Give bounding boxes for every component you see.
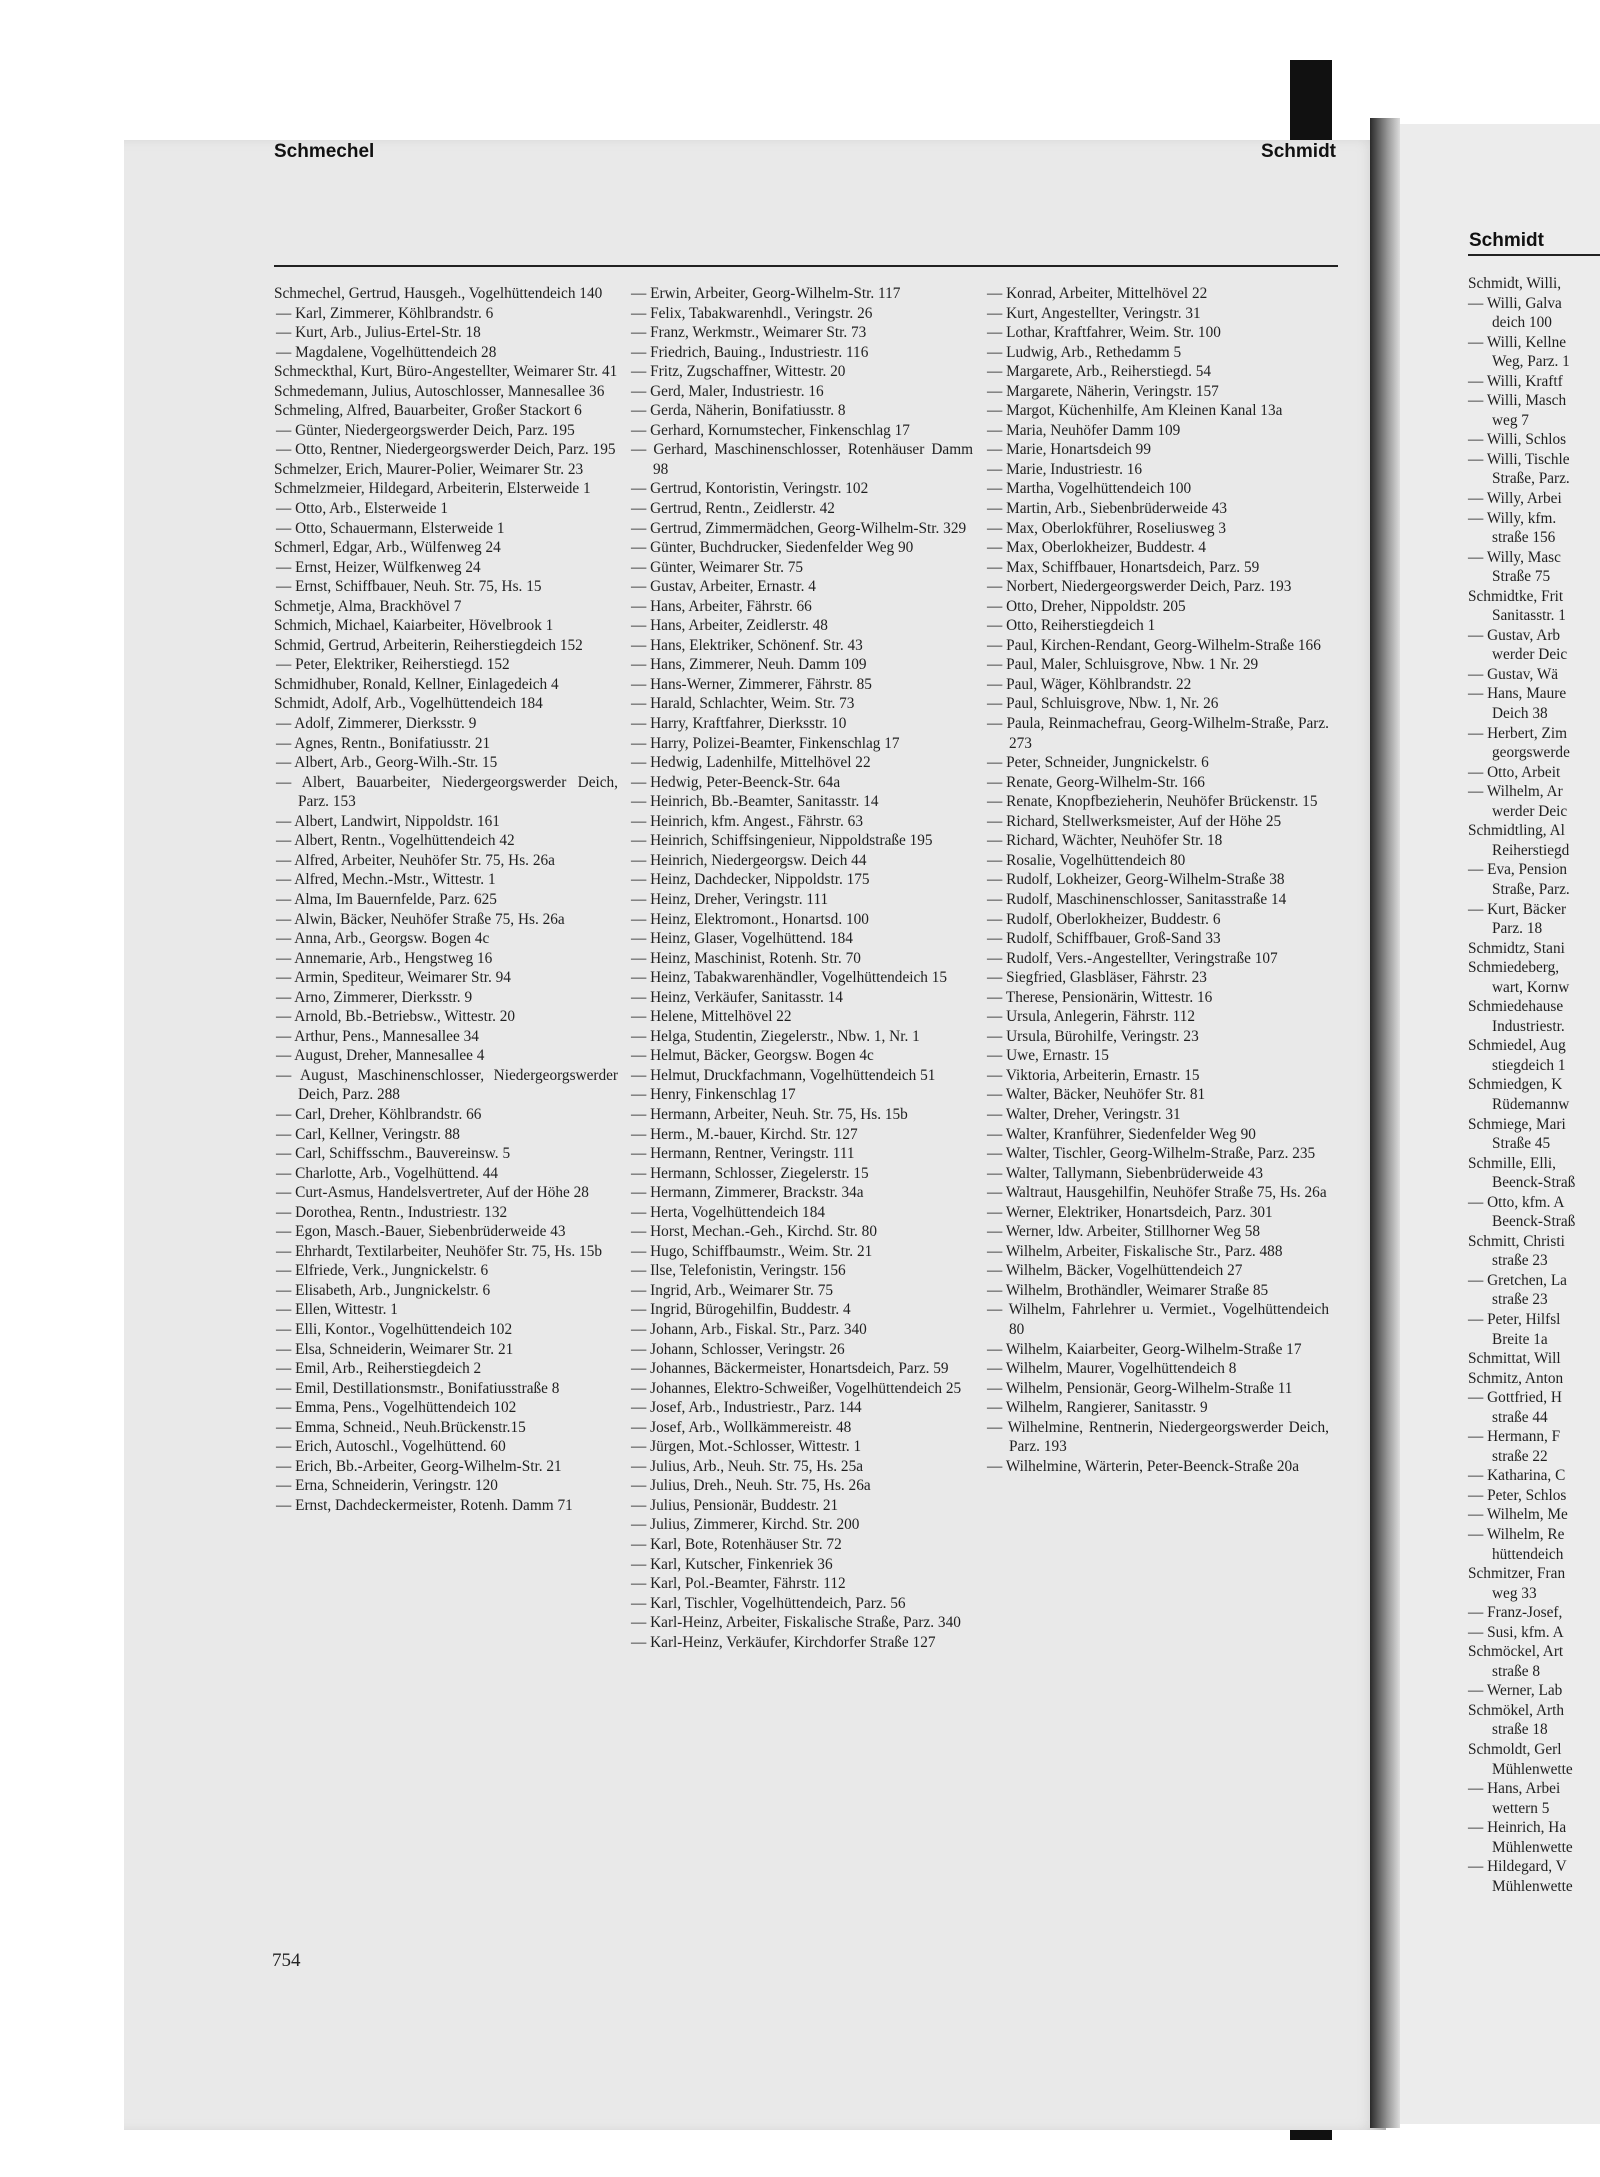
directory-entry-fragment: Schmökel, Arth (1468, 1701, 1565, 1719)
directory-entry: — Walter, Tallymann, Siebenbrüderweide 43 (987, 1164, 1264, 1182)
directory-entry: — Elfriede, Verk., Jungnickelstr. 6 (276, 1262, 489, 1280)
directory-entry: — Albert, Bauarbeiter, Niedergeorgswerder Deich, Parz. 153 (276, 773, 618, 811)
directory-entry: — August, Dreher, Mannesallee 4 (276, 1047, 485, 1065)
directory-entry: — Karl, Bote, Rotenhäuser Str. 72 (631, 1536, 842, 1553)
directory-entry-fragment: — Willi, Kraftf (1468, 372, 1563, 390)
directory-entry-fragment: werder Deic (1492, 802, 1568, 820)
directory-entry: — Albert, Landwirt, Nippoldstr. 161 (276, 812, 500, 830)
directory-entry: — Wilhelm, Fahrlehrer u. Vermiet., Vogelhüttendeich 80 (987, 1301, 1329, 1338)
directory-entry: — Marie, Industriestr. 16 (987, 460, 1143, 478)
directory-entry: — Harry, Polizei-Beamter, Finkenschlag 17 (631, 734, 900, 752)
directory-entry: — Gerd, Maler, Industriestr. 16 (631, 382, 824, 400)
directory-entry-fragment: Mühlenwette (1492, 1838, 1573, 1856)
directory-entry: — Heinrich, Niedergeorgsw. Deich 44 (631, 851, 867, 869)
directory-entry: — Horst, Mechan.-Geh., Kirchd. Str. 80 (631, 1223, 877, 1241)
directory-entry: — Paul, Schluisgrove, Nbw. 1, Nr. 26 (987, 695, 1219, 713)
directory-entry: — Peter, Elektriker, Reiherstiegd. 152 (276, 656, 510, 674)
directory-entry: — Otto, Arb., Elsterweide 1 (276, 500, 449, 518)
directory-entry: — Paul, Maler, Schluisgrove, Nbw. 1 Nr. 29 (987, 656, 1259, 674)
directory-entry-fragment: Schmitt, Christi (1468, 1232, 1565, 1250)
directory-entry: — Heinrich, Bb.-Beamter, Sanitasstr. 14 (631, 793, 879, 811)
directory-entry-fragment: Reiherstiegd (1492, 841, 1570, 859)
directory-entry: — Otto, Schauermann, Elsterweide 1 (276, 519, 505, 537)
directory-entry: — Siegfried, Glasbläser, Fährstr. 23 (987, 969, 1207, 987)
directory-entry-fragment: — Herbert, Zim (1468, 724, 1567, 742)
directory-entry: — Albert, Arb., Georg-Wilh.-Str. 15 (276, 754, 498, 772)
directory-entry: Schmeckthal, Kurt, Büro-Angestellter, Weimarer Str. 41 (274, 363, 618, 381)
directory-entry-fragment: straße 18 (1492, 1721, 1548, 1739)
directory-entry-fragment: — Gretchen, La (1468, 1271, 1567, 1289)
directory-entry: — Rudolf, Vers.-Angestellter, Veringstraße 107 (987, 949, 1278, 967)
directory-entry-fragment: — Heinrich, Ha (1468, 1819, 1567, 1837)
directory-entry: — Alfred, Arbeiter, Neuhöfer Str. 75, Hs. 26a (276, 851, 555, 869)
directory-entry: — Kurt, Arb., Julius-Ertel-Str. 18 (276, 324, 481, 342)
directory-entry: — Emil, Destillationsmstr., Bonifatiusstraße 8 (276, 1379, 560, 1397)
directory-entry: — Wilhelm, Rangierer, Sanitasstr. 9 (987, 1399, 1208, 1417)
directory-entry: — Waltraut, Hausgehilfin, Neuhöfer Straße 75, Hs. 26a (987, 1184, 1327, 1202)
directory-entry: Schmidhuber, Ronald, Kellner, Einlagedeich 4 (274, 675, 559, 693)
directory-entry: — Heinz, Maschinist, Rotenh. Str. 70 (631, 949, 861, 967)
directory-entry: — Helene, Mittelhövel 22 (631, 1008, 792, 1026)
directory-entry: — Otto, Dreher, Nippoldstr. 205 (987, 597, 1186, 615)
running-head-left: Schmechel (274, 141, 375, 162)
directory-entry-fragment: Mühlenwette (1492, 1760, 1573, 1778)
directory-entry: — Max, Schiffbauer, Honartsdeich, Parz. 59 (987, 558, 1260, 576)
directory-entry-fragment: — Willy, Masc (1468, 548, 1561, 566)
directory-entry: — Johann, Arb., Fiskal. Str., Parz. 340 (631, 1320, 867, 1338)
directory-entry: — Magdalene, Vogelhüttendeich 28 (276, 343, 497, 361)
directory-entry: — Hans, Zimmerer, Neuh. Damm 109 (631, 656, 867, 674)
directory-entry: — Heinz, Tabakwarenhändler, Vogelhüttendeich 15 (631, 969, 948, 987)
directory-entry: — Carl, Kellner, Veringstr. 88 (276, 1125, 460, 1143)
directory-entry: — Julius, Pensionär, Buddestr. 21 (631, 1496, 839, 1514)
directory-entry: — Herta, Vogelhüttendeich 184 (631, 1203, 826, 1221)
directory-entry-fragment: — Katharina, C (1468, 1467, 1566, 1485)
directory-entry: — Hermann, Rentner, Veringstr. 111 (631, 1145, 855, 1163)
directory-entry: — Gertrud, Rentn., Zeidlerstr. 42 (631, 500, 835, 518)
directory-entry: — Peter, Schneider, Jungnickelstr. 6 (987, 754, 1209, 772)
directory-entry: — Emma, Pens., Vogelhüttendeich 102 (276, 1399, 517, 1417)
directory-entry: — Curt-Asmus, Handelsvertreter, Auf der Höhe 28 (276, 1184, 589, 1202)
directory-entry: — Ingrid, Bürogehilfin, Buddestr. 4 (631, 1301, 851, 1319)
directory-entry-fragment: — Willi, Schlos (1468, 431, 1567, 449)
directory-entry: — Margarete, Arb., Reiherstiegd. 54 (987, 363, 1212, 381)
directory-entry: — Erich, Bb.-Arbeiter, Georg-Wilhelm-Str. 21 (276, 1457, 562, 1475)
directory-entry: — Otto, Rentner, Niedergeorgswerder Deich, Parz. 195 (276, 441, 616, 459)
directory-entry-fragment: werder Deic (1492, 646, 1568, 664)
directory-entry: — Renate, Knopfbezieherin, Neuhöfer Brückenstr. 15 (987, 793, 1318, 811)
directory-entry: — Heinz, Glaser, Vogelhüttend. 184 (631, 930, 853, 948)
directory-entry-fragment: Breite 1a (1492, 1330, 1548, 1348)
directory-entry: — Rudolf, Schiffbauer, Groß-Sand 33 (987, 930, 1221, 948)
directory-entry: — Annemarie, Arb., Hengstweg 16 (276, 949, 493, 967)
directory-entry: — Richard, Wächter, Neuhöfer Str. 18 (987, 832, 1223, 850)
directory-entry-fragment: Sanitasstr. 1 (1492, 607, 1566, 625)
directory-entry-fragment: — Susi, kfm. A (1468, 1623, 1564, 1641)
directory-entry: — Hans, Arbeiter, Fährstr. 66 (631, 597, 812, 615)
directory-entry: — Ludwig, Arb., Rethedamm 5 (987, 343, 1182, 361)
directory-entry-fragment: — Willy, Arbei (1468, 490, 1562, 508)
directory-entry: — Walter, Kranführer, Siedenfelder Weg 90 (987, 1125, 1256, 1143)
directory-entry: — Karl, Pol.-Beamter, Fährstr. 112 (631, 1575, 846, 1593)
directory-entry-fragment: Schmidtling, Al (1468, 822, 1565, 840)
directory-entry-fragment: — Willi, Tischle (1468, 450, 1570, 468)
directory-entry: — Martha, Vogelhüttendeich 100 (987, 480, 1192, 498)
directory-entry: — Ehrhardt, Textilarbeiter, Neuhöfer Str. 75, Hs. 15b (276, 1242, 602, 1260)
directory-entry: — Emil, Arb., Reiherstiegdeich 2 (276, 1360, 482, 1378)
directory-entry: — Hugo, Schiffbaumstr., Weim. Str. 21 (631, 1242, 873, 1260)
directory-entry: — Egon, Masch.-Bauer, Siebenbrüderweide 43 (276, 1223, 566, 1241)
directory-entry: — Viktoria, Arbeiterin, Ernastr. 15 (987, 1066, 1200, 1084)
page-number: 754 (272, 1950, 301, 1971)
directory-entry: — Carl, Schiffsschm., Bauvereinsw. 5 (276, 1145, 511, 1163)
directory-entry: — Henry, Finkenschlag 17 (631, 1086, 796, 1104)
directory-entry: — Ernst, Heizer, Wülfkenweg 24 (276, 558, 481, 576)
directory-entry-fragment: Straße, Parz. (1492, 880, 1570, 898)
directory-entry-fragment: — Kurt, Bäcker (1468, 900, 1567, 918)
directory-entry-fragment: — Peter, Schlos (1468, 1486, 1567, 1504)
directory-entry: — Arnold, Bb.-Betriebsw., Wittestr. 20 (276, 1008, 516, 1026)
directory-entry: — Uwe, Ernastr. 15 (987, 1047, 1109, 1065)
directory-entry-fragment: wart, Kornw (1492, 978, 1570, 996)
directory-entry: — Heinz, Dreher, Veringstr. 111 (631, 890, 829, 908)
directory-entry: — Agnes, Rentn., Bonifatiusstr. 21 (276, 734, 491, 752)
directory-entry: Schmetje, Alma, Brackhövel 7 (274, 597, 462, 615)
directory-entry-fragment: Schmiedel, Aug (1468, 1037, 1566, 1055)
directory-entry: — Hermann, Arbeiter, Neuh. Str. 75, Hs. 15b (631, 1105, 908, 1123)
directory-entry: — Rudolf, Lokheizer, Georg-Wilhelm-Straße 38 (987, 871, 1285, 889)
directory-entry: — Ellen, Wittestr. 1 (276, 1301, 398, 1319)
directory-entry: Schmich, Michael, Kaiarbeiter, Hövelbrook 1 (274, 617, 554, 635)
directory-entry: — Armin, Spediteur, Weimarer Str. 94 (276, 969, 511, 987)
directory-entry-fragment: Schmitzer, Fran (1468, 1565, 1566, 1583)
directory-entry: — Harry, Kraftfahrer, Dierksstr. 10 (631, 715, 847, 733)
directory-entry-fragment: — Hans, Arbei (1468, 1780, 1561, 1798)
directory-entry: — Helmut, Druckfachmann, Vogelhüttendeich 51 (631, 1066, 936, 1084)
directory-entry: — Friedrich, Bauing., Industriestr. 116 (631, 343, 869, 361)
gutter-shadow (1370, 118, 1400, 2128)
directory-entry: — Gerhard, Kornumstecher, Finkenschlag 17 (631, 421, 910, 439)
directory-entry: — Norbert, Niedergeorgswerder Deich, Parz. 193 (987, 578, 1292, 596)
directory-entry-fragment: — Otto, Arbeit (1468, 763, 1561, 781)
directory-entry: — Rudolf, Maschinenschlosser, Sanitasstraße 14 (987, 890, 1287, 908)
directory-entry-fragment: Mühlenwette (1492, 1877, 1573, 1895)
directory-entry: — Heinrich, Schiffsingenieur, Nippoldstraße 195 (631, 832, 933, 850)
directory-entry: — Werner, ldw. Arbeiter, Stillhorner Weg 58 (987, 1223, 1261, 1241)
directory-entry: — Karl-Heinz, Arbeiter, Fiskalische Straße, Parz. 340 (631, 1614, 961, 1632)
directory-entry: — Elsa, Schneiderin, Weimarer Str. 21 (276, 1340, 514, 1358)
directory-entry: — Hedwig, Peter-Beenck-Str. 64a (631, 773, 841, 791)
directory-entry: — Karl, Kutscher, Finkenriek 36 (631, 1555, 833, 1573)
directory-entry: — Herm., M.-bauer, Kirchd. Str. 127 (631, 1125, 858, 1143)
directory-entry-fragment: Straße 45 (1492, 1135, 1551, 1153)
directory-entry: Schmelzer, Erich, Maurer-Polier, Weimarer Str. 23 (274, 460, 584, 478)
directory-entry: — Karl-Heinz, Verkäufer, Kirchdorfer Straße 127 (631, 1633, 936, 1651)
directory-entry: — Gustav, Arbeiter, Ernastr. 4 (631, 578, 816, 596)
directory-entry-fragment: Schmidtz, Stani (1468, 939, 1565, 957)
directory-entry: Schmeling, Alfred, Bauarbeiter, Großer Stackort 6 (274, 402, 582, 420)
directory-entry-fragment: — Gustav, Wä (1468, 665, 1559, 683)
directory-entry-fragment: — Wilhelm, Re (1468, 1526, 1565, 1543)
directory-entry-fragment: — Willi, Masch (1468, 392, 1567, 410)
directory-entry-fragment: Schmidt, Willi, (1468, 275, 1562, 292)
directory-page-right (1400, 124, 1600, 2124)
directory-entry-fragment: Straße, Parz. (1492, 470, 1570, 488)
directory-entry-fragment: Schmille, Elli, (1468, 1154, 1556, 1172)
directory-entry: — Therese, Pensionärin, Wittestr. 16 (987, 988, 1213, 1006)
directory-entry-fragment: — Willy, kfm. (1468, 509, 1557, 527)
directory-entry: — Konrad, Arbeiter, Mittelhövel 22 (987, 285, 1208, 302)
directory-entry-fragment: — Willi, Galva (1468, 294, 1562, 312)
directory-entry: — Karl, Tischler, Vogelhüttendeich, Parz. 56 (631, 1594, 906, 1612)
directory-entry-fragment: straße 8 (1492, 1662, 1540, 1680)
directory-entry: — Heinz, Dachdecker, Nippoldstr. 175 (631, 871, 870, 889)
directory-entry: — Gertrud, Kontoristin, Veringstr. 102 (631, 480, 869, 498)
directory-entry: — Carl, Dreher, Köhlbrandstr. 66 (276, 1105, 482, 1123)
directory-entry-fragment: stiegdeich 1 (1492, 1056, 1566, 1074)
directory-entry: — Alma, Im Bauernfelde, Parz. 625 (276, 890, 497, 908)
directory-entry: — Paul, Wäger, Köhlbrandstr. 22 (987, 675, 1192, 693)
directory-entry: — Emma, Schneid., Neuh.Brückenstr.15 (276, 1418, 526, 1436)
directory-entry-fragment: Straße 75 (1492, 568, 1551, 586)
directory-entry: — Richard, Stellwerksmeister, Auf der Höhe 25 (987, 812, 1282, 830)
directory-entry: — Gerhard, Maschinenschlosser, Rotenhäuser Damm 98 (631, 441, 973, 478)
directory-entry: — Wilhelm, Brothändler, Weimarer Straße 85 (987, 1281, 1269, 1299)
directory-entry: — Johannes, Bäckermeister, Honartsdeich, Parz. 59 (631, 1360, 949, 1378)
directory-entry-fragment: Schmöckel, Art (1468, 1643, 1564, 1661)
directory-entry: — Hermann, Zimmerer, Brackstr. 34a (631, 1184, 864, 1202)
directory-entry-fragment: straße 23 (1492, 1291, 1548, 1309)
directory-entry: — Ursula, Bürohilfe, Veringstr. 23 (987, 1027, 1199, 1045)
entry-column-1 (274, 284, 618, 1515)
directory-entry: — Julius, Arb., Neuh. Str. 75, Hs. 25a (631, 1457, 864, 1475)
directory-entry-fragment: hüttendeich (1492, 1545, 1564, 1563)
directory-entry: — Marie, Honartsdeich 99 (987, 441, 1151, 459)
directory-entry-fragment: Industriestr. (1492, 1017, 1565, 1035)
directory-entry: — Dorothea, Rentn., Industriestr. 132 (276, 1203, 508, 1221)
directory-entry: — Walter, Tischler, Georg-Wilhelm-Straße, Parz. 235 (987, 1145, 1316, 1163)
directory-entry-fragment: straße 156 (1492, 529, 1556, 547)
directory-entry: Schmedemann, Julius, Autoschlosser, Mannesallee 36 (274, 382, 605, 400)
directory-entry: — Erna, Schneiderin, Veringstr. 120 (276, 1477, 498, 1495)
directory-entry: — Arthur, Pens., Mannesallee 34 (276, 1027, 479, 1045)
directory-entry-fragment: — Gustav, Arb (1468, 626, 1561, 644)
directory-entry-fragment: Rüdemannw (1492, 1095, 1570, 1113)
directory-entry: — Hedwig, Ladenhilfe, Mittelhövel 22 (631, 754, 871, 772)
directory-entry: — Karl, Zimmerer, Köhlbrandstr. 6 (276, 304, 494, 322)
directory-entry: — Albert, Rentn., Vogelhüttendeich 42 (276, 832, 515, 850)
directory-entry: — Renate, Georg-Wilhelm-Str. 166 (987, 773, 1205, 791)
directory-entry: — Max, Oberlokführer, Roseliusweg 3 (987, 519, 1226, 537)
directory-entry-fragment: weg 33 (1492, 1584, 1537, 1602)
directory-entry-fragment: Schmiege, Mari (1468, 1115, 1566, 1133)
running-head-next: Schmidt (1469, 230, 1544, 251)
directory-entry-fragment: Schmoldt, Gerl (1468, 1741, 1562, 1759)
directory-entry: — Wilhelm, Bäcker, Vogelhüttendeich 27 (987, 1262, 1243, 1280)
directory-entry: Schmid, Gertrud, Arbeiterin, Reiherstiegdeich 152 (274, 636, 583, 654)
directory-entry-fragment: Weg, Parz. 1 (1492, 353, 1570, 371)
directory-entry-fragment: wettern 5 (1492, 1799, 1550, 1817)
directory-entry: — Wilhelm, Arbeiter, Fiskalische Str., Parz. 488 (987, 1242, 1283, 1260)
header-rule-next (1468, 254, 1600, 256)
directory-entry-fragment: Deich 38 (1492, 705, 1548, 723)
directory-entry-fragment: Schmidtke, Frit (1468, 587, 1564, 605)
directory-entry: — Franz, Werkmstr., Weimarer Str. 73 (631, 324, 867, 342)
directory-entry: — Günter, Buchdrucker, Siedenfelder Weg 90 (631, 539, 914, 557)
directory-entry-fragment: — Hildegard, V (1468, 1858, 1567, 1876)
directory-entry: — Julius, Dreh., Neuh. Str. 75, Hs. 26a (631, 1477, 871, 1495)
directory-entry-fragment: — Peter, Hilfsl (1468, 1310, 1561, 1328)
directory-entry: — Charlotte, Arb., Vogelhüttend. 44 (276, 1164, 499, 1182)
directory-entry-fragment: Parz. 18 (1492, 920, 1543, 938)
directory-entry-fragment: — Wilhelm, Me (1468, 1506, 1568, 1524)
directory-entry: — Rosalie, Vogelhüttendeich 80 (987, 851, 1186, 869)
directory-entry: — Josef, Arb., Wollkämmereistr. 48 (631, 1418, 852, 1436)
directory-entry-fragment: — Otto, kfm. A (1468, 1193, 1565, 1211)
directory-entry: — Martin, Arb., Siebenbrüderweide 43 (987, 500, 1228, 518)
directory-entry: — Felix, Tabakwarenhdl., Veringstr. 26 (631, 304, 873, 322)
directory-entry: Schmechel, Gertrud, Hausgeh., Vogelhüttendeich 140 (274, 285, 603, 302)
directory-entry-fragment: — Eva, Pension (1468, 861, 1567, 879)
directory-entry-fragment: Beenck-Straß (1492, 1174, 1576, 1192)
entry-column-3 (985, 284, 1329, 1476)
directory-entry: — Hermann, Schlosser, Ziegelerstr. 15 (631, 1164, 869, 1182)
directory-entry: — Josef, Arb., Industriestr., Parz. 144 (631, 1399, 862, 1417)
directory-entry-fragment: Schmiedeberg, (1468, 959, 1560, 977)
directory-entry: — Lothar, Kraftfahrer, Weim. Str. 100 (987, 324, 1221, 342)
directory-entry-fragment: straße 44 (1492, 1408, 1548, 1426)
directory-entry-fragment: — Werner, Lab (1468, 1682, 1563, 1700)
directory-entry-fragment: — Willi, Kellne (1468, 333, 1567, 351)
directory-entry: — Helmut, Bäcker, Georgsw. Bogen 4c (631, 1047, 874, 1065)
directory-entry: — Hans, Arbeiter, Zeidlerstr. 48 (631, 617, 828, 635)
directory-entry-fragment: weg 7 (1492, 411, 1529, 429)
directory-entry: — Heinrich, kfm. Angest., Fährstr. 63 (631, 812, 863, 830)
directory-entry: — Wilhelm, Kaiarbeiter, Georg-Wilhelm-Straße 17 (987, 1340, 1302, 1358)
directory-entry: — Ursula, Anlegerin, Fährstr. 112 (987, 1008, 1196, 1026)
running-head-right: Schmidt (1261, 141, 1336, 162)
directory-entry: — Hans, Elektriker, Schönenf. Str. 43 (631, 636, 863, 654)
directory-entry: — Heinz, Verkäufer, Sanitasstr. 14 (631, 988, 843, 1006)
directory-entry: — Arno, Zimmerer, Dierksstr. 9 (276, 988, 473, 1006)
directory-entry: — Paula, Reinmachefrau, Georg-Wilhelm-Straße, Parz. 273 (987, 715, 1329, 752)
directory-entry: — Günter, Weimarer Str. 75 (631, 558, 804, 576)
directory-entry: — Adolf, Zimmerer, Dierksstr. 9 (276, 715, 477, 733)
directory-entry: — Walter, Bäcker, Neuhöfer Str. 81 (987, 1086, 1206, 1104)
directory-entry: — Werner, Elektriker, Honartsdeich, Parz. 301 (987, 1203, 1273, 1221)
directory-entry: — Elisabeth, Arb., Jungnickelstr. 6 (276, 1281, 491, 1299)
directory-entry: — Gerda, Näherin, Bonifatiusstr. 8 (631, 402, 846, 420)
directory-entry: — Maria, Neuhöfer Damm 109 (987, 421, 1181, 439)
directory-entry: — Alwin, Bäcker, Neuhöfer Straße 75, Hs. 26a (276, 910, 565, 928)
directory-entry: — Margot, Küchenhilfe, Am Kleinen Kanal 13a (987, 402, 1283, 420)
directory-entry: — Jürgen, Mot.-Schlosser, Wittestr. 1 (631, 1438, 862, 1456)
directory-entry-fragment: straße 22 (1492, 1447, 1548, 1465)
directory-entry: — Ernst, Schiffbauer, Neuh. Str. 75, Hs. 15 (276, 578, 542, 596)
directory-entry-fragment: — Hermann, F (1468, 1428, 1561, 1446)
directory-entry-fragment: Beenck-Straß (1492, 1213, 1576, 1231)
directory-entry: — Fritz, Zugschaffner, Wittestr. 20 (631, 363, 846, 381)
directory-entry: — Günter, Niedergeorgswerder Deich, Parz. 195 (276, 421, 575, 439)
directory-entry-fragment: Schmiedehause (1468, 998, 1564, 1016)
directory-entry: — Anna, Arb., Georgsw. Bogen 4c (276, 930, 490, 948)
directory-entry: — Wilhelmine, Rentnerin, Niedergeorgswerder Deich, Parz. 193 (987, 1418, 1329, 1456)
directory-entry: — Erwin, Arbeiter, Georg-Wilhelm-Str. 117 (631, 285, 901, 302)
directory-entry: Schmidt, Adolf, Arb., Vogelhüttendeich 184 (274, 695, 543, 713)
directory-entry: — August, Maschinenschlosser, Niedergeorgswerder Deich, Parz. 288 (276, 1066, 618, 1104)
directory-entry: — Johann, Schlosser, Veringstr. 26 (631, 1340, 845, 1358)
directory-entry: — Erich, Autoschl., Vogelhüttend. 60 (276, 1438, 506, 1456)
directory-entry: Schmerl, Edgar, Arb., Wülfenweg 24 (274, 539, 501, 557)
entry-column-2 (629, 284, 973, 1652)
directory-entry: — Julius, Zimmerer, Kirchd. Str. 200 (631, 1516, 860, 1534)
directory-entry: Schmelzmeier, Hildegard, Arbeiterin, Elsterweide 1 (274, 480, 591, 498)
directory-page-left (124, 140, 1386, 2130)
directory-entry: — Margarete, Näherin, Veringstr. 157 (987, 382, 1219, 400)
directory-entry: — Walter, Dreher, Veringstr. 31 (987, 1105, 1181, 1123)
directory-entry: — Hans-Werner, Zimmerer, Fährstr. 85 (631, 675, 872, 693)
directory-entry: — Max, Oberlokheizer, Buddestr. 4 (987, 539, 1207, 557)
directory-entry-fragment: Schmittat, Will (1468, 1350, 1561, 1368)
directory-entry-fragment: — Gottfried, H (1468, 1389, 1562, 1407)
entry-column-next (1468, 274, 1600, 1896)
directory-entry: — Gertrud, Zimmermädchen, Georg-Wilhelm-Str. 329 (631, 519, 967, 537)
directory-entry: — Harald, Schlachter, Weim. Str. 73 (631, 695, 855, 713)
directory-entry: — Alfred, Mechn.-Mstr., Wittestr. 1 (276, 871, 496, 889)
directory-entry: — Paul, Kirchen-Rendant, Georg-Wilhelm-Straße 166 (987, 636, 1321, 654)
directory-entry: — Heinz, Elektromont., Honartsd. 100 (631, 910, 869, 928)
directory-entry: — Otto, Reiherstiegdeich 1 (987, 617, 1156, 635)
directory-entry-fragment: Schmitz, Anton (1468, 1369, 1564, 1387)
directory-entry: — Johannes, Elektro-Schweißer, Vogelhüttendeich 25 (631, 1379, 962, 1397)
directory-entry: — Wilhelm, Maurer, Vogelhüttendeich 8 (987, 1360, 1237, 1378)
directory-entry: — Helga, Studentin, Ziegelerstr., Nbw. 1, Nr. 1 (631, 1027, 920, 1045)
directory-entry-fragment: deich 100 (1492, 314, 1552, 332)
directory-entry-fragment: Schmiedgen, K (1468, 1076, 1563, 1094)
directory-entry-fragment: — Hans, Maure (1468, 685, 1567, 703)
directory-entry: — Ingrid, Arb., Weimarer Str. 75 (631, 1281, 833, 1299)
directory-entry: — Rudolf, Oberlokheizer, Buddestr. 6 (987, 910, 1221, 928)
directory-entry: — Wilhelmine, Wärterin, Peter-Beenck-Straße 20a (987, 1457, 1299, 1475)
directory-entry-fragment: georgswerde (1492, 744, 1570, 762)
directory-entry-fragment: straße 23 (1492, 1252, 1548, 1270)
directory-entry: — Kurt, Angestellter, Veringstr. 31 (987, 304, 1201, 322)
directory-entry-fragment: — Franz-Josef, (1468, 1604, 1563, 1622)
directory-entry: — Wilhelm, Pensionär, Georg-Wilhelm-Straße 11 (987, 1379, 1293, 1397)
directory-entry-fragment: — Wilhelm, Ar (1468, 783, 1563, 801)
directory-entry: — Ilse, Telefonistin, Veringstr. 156 (631, 1262, 846, 1280)
directory-entry: — Ernst, Dachdeckermeister, Rotenh. Damm 71 (276, 1496, 573, 1514)
directory-entry: — Elli, Kontor., Vogelhüttendeich 102 (276, 1320, 513, 1338)
header-rule (274, 265, 1338, 267)
